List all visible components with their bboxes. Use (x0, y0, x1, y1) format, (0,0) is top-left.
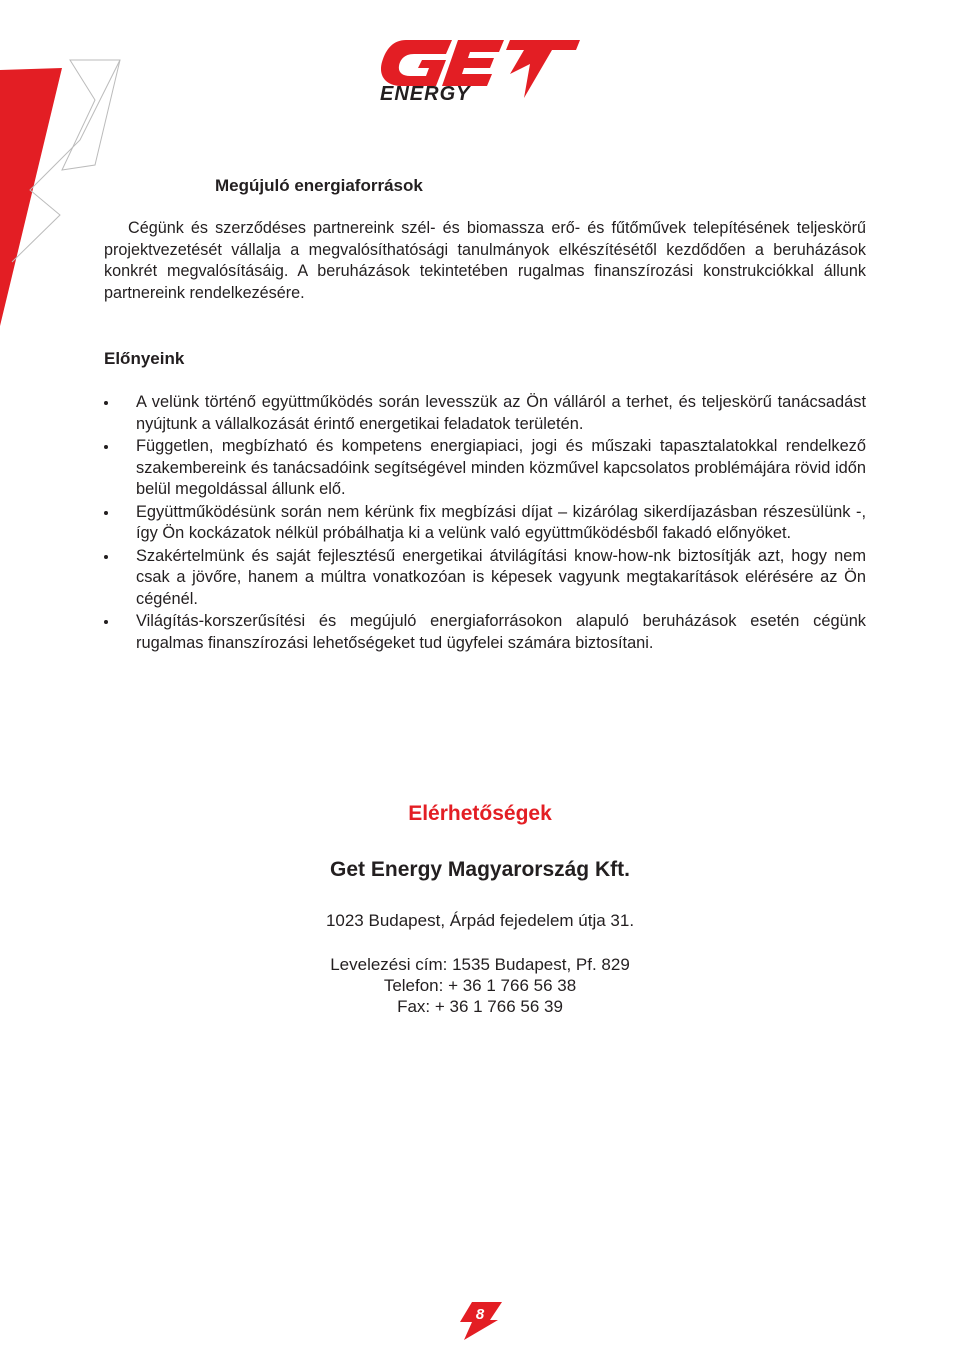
list-item (104, 502, 866, 545)
benefits-list (104, 392, 866, 655)
benefit-text: Együttműködésünk során nem kérünk fix megbízási díjat – kizárólag sikerdíjazásban részesülünk -, így Ön kockázatok nélkül próbálhatja ki a velünk való együttműködésből fakadó előnyöket. (136, 502, 866, 542)
list-item (104, 546, 866, 611)
company-name: Get Energy Magyarország Kft. (330, 858, 630, 881)
contact-heading: Elérhetőségek (408, 802, 552, 825)
section-body-renewables: Cégünk és szerződéses partnereink szél- és biomassza erő- és fűtőművek telepítésének teljeskörű projektvezetését vállalja a megvalósíthatósági tanulmányok elkészítésétől kezdődően a beruházások konkrét megvalósításáig. A beruházások tekintetében rugalmas finanszírozási konstrukciókkal állunk partnereink rendelkezésére. (104, 219, 866, 302)
page-number: 8 (475, 1306, 485, 1323)
fax-number: Fax: + 36 1 766 56 39 (397, 997, 563, 1016)
list-item (104, 392, 866, 435)
company-address: 1023 Budapest, Árpád fejedelem útja 31. (325, 911, 635, 930)
section-heading-benefits: Előnyeink (104, 349, 185, 368)
list-item (104, 611, 866, 654)
benefit-text: Szakértelmünk és saját fejlesztésű energetikai átvilágítási know-how-nk biztosítják azt, hogy nem csak a jövőre, hanem a múltra vonatkozóan is képesek vagyunk megtakarítások elérésére az Ön cégénél. (136, 546, 866, 608)
benefit-text: Világítás-korszerűsítési és megújuló energiaforrásokon alapuló beruházások esetén cégünk rugalmas finanszírozási lehetőségeket tud ügyfelei számára biztosítani. (136, 612, 866, 652)
bullet-icon (104, 555, 108, 559)
logo-text: ENERGY (380, 83, 471, 104)
get-energy-logo (374, 34, 586, 104)
benefit-text: A velünk történő együttműködés során levesszük az Ön válláról a terhet, és teljeskörű tanácsadást nyújtunk a vállalkozását érintő energetikai feladatok területén. (136, 393, 866, 433)
logo-graphic (374, 34, 586, 104)
bullet-icon (104, 445, 108, 449)
bullet-icon (104, 620, 108, 624)
contact-details (0, 954, 960, 1017)
postal-address: Levelezési cím: 1535 Budapest, Pf. 829 (330, 955, 630, 974)
bullet-icon (104, 511, 108, 515)
benefit-text: Független, megbízható és kompetens energiapiaci, jogi és műszaki tapasztalatokkal rendelkező szakembereink és tanácsadóink segítségével minden közművel kapcsolatos problémájára rövid időn belül megoldással állunk elő. (136, 437, 866, 498)
list-item (104, 436, 866, 501)
phone-number: Telefon: + 36 1 766 56 38 (383, 976, 577, 995)
section-heading-renewables: Megújuló energiaforrások (215, 176, 423, 195)
bullet-icon (104, 401, 108, 405)
